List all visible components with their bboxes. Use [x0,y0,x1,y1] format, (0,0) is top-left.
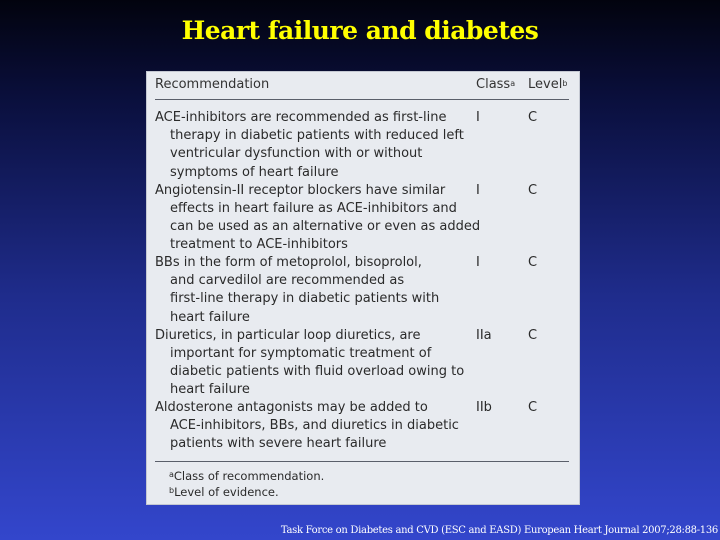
footnote-text: Level of evidence. [174,485,279,499]
footnote-mark: a [169,470,174,479]
recommendation-text [155,109,475,182]
recommendation-text [155,254,475,327]
header-class [476,76,515,94]
header-class-label: Class [476,77,511,92]
citation: Task Force on Diabetes and CVD (ESC and EASD) European Heart Journal 2007;28:88-136 [280,525,718,536]
footnotes [169,468,324,500]
level-value: C [528,327,538,343]
recommendation-line: patients with severe heart failure [170,436,387,452]
recommendation-line: therapy in diabetic patients with reduced left [170,128,464,144]
recommendation-text [155,182,481,255]
recommendation-line: symptoms of heart failure [170,164,339,180]
recommendation-line: can be used as an alternative or even as added [170,218,481,234]
class-value: IIa [476,327,492,343]
recommendation-table [146,71,580,505]
header-level [528,76,567,94]
level-value: C [528,400,538,415]
class-value: IIb [476,400,492,415]
recommendation-line: heart failure [170,309,250,325]
level-value: C [528,110,538,125]
level-value: C [528,255,538,270]
recommendation-line: Angiotensin-II receptor blockers have similar [155,182,446,198]
recommendation-line: treatment to ACE-inhibitors [170,237,348,253]
recommendation-line: Aldosterone antagonists may be added to [155,400,428,415]
recommendation-line: important for symptomatic treatment of [170,345,432,361]
recommendation-line: ventricular dysfunction with or without [170,146,423,162]
recommendation-line: Diuretics, in particular loop diuretics, are [155,327,421,343]
class-value: I [476,255,480,270]
table-header-row [155,76,571,96]
recommendation-line: diabetic patients with fluid overload owing to [170,363,465,379]
recommendation-line: BBs in the form of metoprolol, bisoprolol, [155,255,422,270]
header-level-label: Level [528,77,563,92]
footnote-text: Class of recommendation. [173,469,325,483]
recommendation-line: heart failure [170,382,250,398]
footer-divider [155,461,569,462]
footnote-class [169,468,324,484]
recommendation-line: effects in heart failure as ACE-inhibitors and [170,200,457,216]
footnote-level [169,484,324,500]
class-value: I [476,182,480,198]
level-value: C [528,182,538,198]
recommendation-line: first-line therapy in diabetic patients with [170,291,440,307]
class-value: I [476,110,480,125]
header-divider [155,99,569,100]
header-class-footnote-mark: a [510,79,516,88]
recommendation-line: ACE-inhibitors, BBs, and diuretics in diabetic [170,418,459,434]
recommendation-text [155,399,475,454]
footnote-mark: b [169,486,175,495]
header-recommendation: Recommendation [155,77,270,92]
header-level-footnote-mark: b [562,79,568,88]
recommendation-line: and carvedilol are recommended as [170,273,405,289]
recommendation-text [155,327,475,400]
slide-title: Heart failure and diabetes [181,16,539,45]
recommendation-line: ACE-inhibitors are recommended as first-line [155,110,447,125]
